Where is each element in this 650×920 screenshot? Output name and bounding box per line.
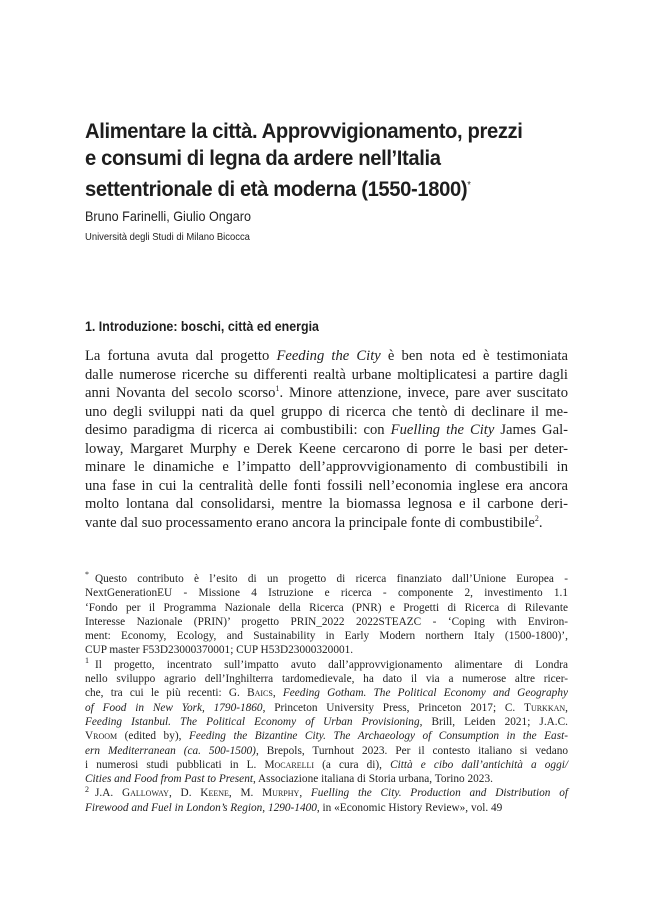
- text-run: ,: [272, 687, 283, 700]
- italic-title: Firewood and Fuel in London’s Region, 1290-1400: [85, 801, 317, 814]
- footnote-line: [85, 758, 568, 772]
- text-run: , D.: [168, 787, 201, 800]
- body-line: [85, 421, 568, 440]
- italic-title: Fuelling the City. Production and Distribution of: [310, 787, 568, 800]
- text-run: . Minore attenzione, invece, pare aver suscitato: [279, 385, 568, 402]
- footnote-line: [85, 643, 568, 657]
- body-line: [85, 347, 568, 366]
- title-line-2: e consumi di legna da ardere nell’Italia: [85, 146, 441, 170]
- footnote-line: [85, 658, 568, 672]
- text-run: minare le dinamiche e l’impatto dell’approvvigionamento di combustibili in: [85, 459, 568, 476]
- footnote-line: [85, 701, 568, 715]
- footnote-number: *: [85, 570, 89, 580]
- section-heading: 1. Introduzione: boschi, città ed energia: [85, 319, 319, 334]
- text-run: ,: [299, 787, 311, 800]
- article-authors: Bruno Farinelli, Giulio Ongaro: [85, 208, 251, 224]
- footnote-line: [85, 715, 568, 729]
- author-affiliation: Università degli Studi di Milano Bicocca: [85, 231, 250, 243]
- text-run: , Brepols, Turnhout 2023. Per il contesto italiano si vedano: [255, 744, 568, 757]
- text-run: J.A.: [95, 787, 122, 800]
- italic-title: Feeding the City: [276, 348, 381, 364]
- text-run: , M.: [228, 787, 263, 800]
- author-surname: Turkkan: [524, 701, 566, 714]
- footnote-line: [85, 586, 568, 600]
- footnote-number: 2: [85, 784, 89, 794]
- footnote-number: 1: [85, 656, 89, 666]
- text-run: Il progetto, incentrato sull’impatto avuto dall’approvvigionamento alimentare di Londra: [95, 658, 568, 671]
- text-run: , in «Economic History Review», vol. 49: [316, 801, 503, 814]
- footnote-line: [85, 772, 568, 786]
- author-surname: Baics: [247, 687, 273, 700]
- article-title: [85, 118, 536, 203]
- text-run: .: [538, 514, 543, 531]
- text-run: (a cura di),: [314, 758, 391, 771]
- italic-title: Cities and Food from Past to Present: [85, 773, 253, 786]
- author-surname: Murphy: [262, 787, 300, 800]
- body-line: [85, 477, 568, 496]
- text-run: Questo contributo è l’esito di un progetto di ricerca finanziato dall’Unione Europea -: [95, 573, 568, 585]
- body-line: [85, 495, 568, 514]
- footnote-line: [85, 786, 568, 800]
- footnote-reference: 1: [275, 384, 280, 394]
- author-surname: Vroom: [85, 730, 118, 743]
- italic-title: of Food in New York, 1790-1860: [85, 701, 263, 714]
- text-run: una fase in cui la centralità delle fonti fossili nell’economia inglese era ancora: [85, 477, 568, 494]
- text-run: che, tra cui le più recenti: G.: [85, 687, 248, 700]
- text-run: James Gal-: [494, 422, 568, 439]
- text-run: è ben nota ed è testimoniata: [380, 348, 568, 364]
- body-line: [85, 366, 568, 385]
- author-surname: Galloway: [121, 787, 169, 800]
- italic-title: Feeding Istanbul. The Political Economy of Urban Provisioning: [85, 715, 420, 728]
- body-line: [85, 514, 568, 533]
- text-run: , Princeton University Press, Princeton 2017; C.: [262, 701, 525, 714]
- text-run: CUP master F53D23000370001; CUP H53D23000320001.: [85, 644, 354, 657]
- footnote-reference: 2: [534, 514, 539, 524]
- body-line: [85, 440, 568, 459]
- text-run: , Brill, Leiden 2021; J.A.C.: [419, 715, 568, 728]
- text-run: La fortuna avuta dal progetto: [85, 348, 277, 364]
- body-line: [85, 458, 568, 477]
- footnote-line: [85, 601, 568, 615]
- body-paragraph: [85, 347, 568, 532]
- title-line-3: settentrionale di età moderna (1550-1800): [85, 177, 468, 202]
- footnotes: [85, 572, 568, 815]
- text-run: (edited by),: [117, 730, 189, 743]
- footnote-line: [85, 801, 568, 815]
- footnote-line: [85, 672, 568, 686]
- text-run: nello sviluppo agrario dell’Inghilterra tardomedievale, ha dato il via a numerose altre ricer-: [85, 673, 568, 686]
- text-run: i numerosi studi pubblicati in L.: [85, 758, 265, 771]
- author-surname: Mocarelli: [264, 758, 315, 771]
- title-footnote-mark: *: [467, 180, 471, 191]
- footnote-line: [85, 729, 568, 743]
- footnote-line: [85, 629, 568, 643]
- italic-title: Città e cibo dall’antichità a oggi/: [390, 758, 568, 771]
- text-run: Interesse Nazionale (PRIN)’ progetto PRIN_2022 2022STEAZC - ‘Coping with Environ-: [85, 615, 568, 628]
- italic-title: ern Mediterranean (ca. 500-1500): [85, 744, 256, 757]
- text-run: molto lontana dal consolidarsi, mentre la biomassa legnosa e il carbone deri-: [85, 496, 568, 513]
- text-run: ‘Fondo per il Programma Nazionale della Ricerca (PNR) e Progetti di Ricerca di Rilevante: [85, 601, 568, 614]
- footnote-line: [85, 744, 568, 758]
- footnote-line: [85, 572, 568, 586]
- body-line: [85, 384, 568, 403]
- italic-title: Feeding Gotham. The Political Economy and Geography: [282, 687, 568, 700]
- italic-title: Feeding the Bizantine City. The Archaeology of Consumption in the East-: [188, 730, 568, 743]
- text-run: ment: Economy, Ecology, and Sustainability in Early Modern northern Italy (1500-1800)’,: [85, 630, 568, 643]
- footnote-line: [85, 686, 568, 700]
- text-run: dalle numerose ricerche su differenti realtà urbane moltiplicatesi a partire dagli: [85, 366, 568, 383]
- text-run: anni Novanta del secolo scorso: [85, 385, 276, 402]
- footnote-line: [85, 615, 568, 629]
- author-surname: Keene: [200, 787, 229, 800]
- text-run: NextGenerationEU - Missione 4 Istruzione e ricerca - componente 2, investimento 1.1: [85, 587, 568, 600]
- italic-title: Fuelling the City: [390, 422, 495, 439]
- body-line: [85, 403, 568, 422]
- text-run: ,: [565, 701, 568, 714]
- text-run: , Associazione italiana di Storia urbana, Torino 2023.: [252, 773, 493, 786]
- title-line-1: Alimentare la città. Approvvigionamento, prezzi: [85, 119, 523, 143]
- text-run: loway, Margaret Murphy e Derek Keene cercarono di porre le basi per deter-: [85, 440, 568, 457]
- text-run: uno degli sviluppi nati da quel gruppo di ricerca che tentò di declinare il me-: [85, 403, 568, 420]
- text-run: vante dal suo processamento erano ancora la principale fonte di combustibile: [85, 514, 535, 531]
- text-run: desimo paradigma di ricerca ai combustibili: con: [85, 422, 391, 439]
